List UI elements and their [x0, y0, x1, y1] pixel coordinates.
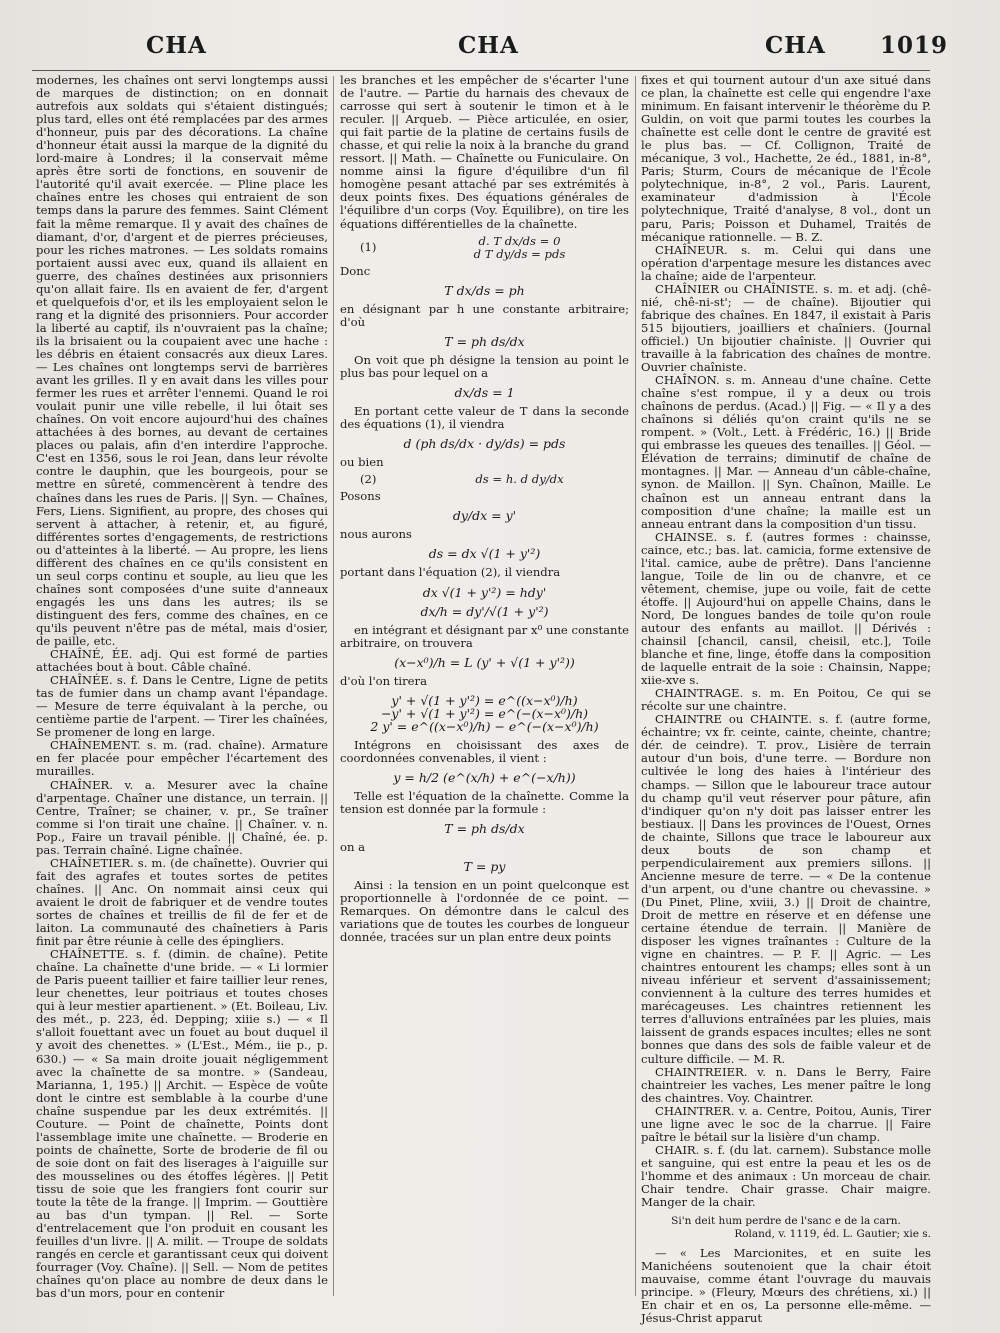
equation-5: d (ph ds/dx · dy/ds) = pds: [403, 436, 566, 452]
text-oubien: ou bien: [340, 455, 384, 470]
col2-intro: les branches et les empêcher de s'écarter l'une de l'autre. — Partie du harnais des chevaux de carrosse qui sert à soutenir le timon et à le reculer. || Arqueb. — Pièce articulée, en osier, qui fait partie de la platine de certains fusils de chasse, et qui relie la noix à la branche du grand ressort. || Math. — Chaînette ou Funiculaire. On nomme ainsi la figure d'équilibre d'un fil homogène pesant attaché par ses extrémités à deux points fixes. Des équations générales de l'équilibre d'un corps (Voy. Équilibre), on tire les équations différentielles de la chaînette.: [340, 73, 629, 231]
text-t7: Intégrons en choisissant des axes de coordonnées convenables, il vient :: [340, 737, 629, 765]
equation-1b: d T dy/ds = pds: [473, 246, 566, 261]
entry-chainetier: CHAÎNETIER. s. m. (de chaînette). Ouvrier qui fait des agrafes et toutes sortes de petites chaînes. || Anc. On nommait ainsi ceux qui avaient le droit de fabriquer et de vendre toutes sortes de chaînes et treillis de fil de fer et de laiton. La communauté des chaînetiers à Paris finit par être réunie à celle des épingliers.: [36, 855, 328, 949]
equation-8: ds = dx √(1 + y'²): [428, 546, 541, 562]
equation-15: T = py: [463, 859, 506, 875]
entry-chainee: CHAÎNÉE. s. f. Dans le Centre, Ligne de petits tas de fumier dans un champ avant l'épandage. — Mesure de terre équivalant à la perche, ou centième partie de l'arpent. — Tirer les chaînées, Se promener de long en large.: [36, 673, 328, 740]
text-t2: On voit que ph désigne la tension au point le plus bas pour lequel on a: [340, 352, 629, 380]
column-3: [641, 74, 931, 1325]
column-2: [340, 74, 629, 945]
column-separator-1: [333, 76, 334, 1296]
equation-4: dx/ds = 1: [454, 384, 515, 400]
equation-12: [340, 694, 629, 733]
entry-chainier: CHAÎNIER ou CHAÎNISTE. s. m. et adj. (chê-nié, chê-ni-st'; — de chaîne). Bijoutier qui fabrique des chaînes. En 1847, il existait à Paris 515 bijoutiers, joailliers et chaîniers. (Journal officiel.) Un bijoutier chaîniste. || Ouvrier qui travaille à la fabrication des chaînes de montre. Ouvrier chaîniste.: [641, 281, 931, 375]
quote-line-2: Roland, v. 1119, éd. L. Gautier; xie s.: [734, 1228, 931, 1241]
text-t4: portant dans l'équation (2), il viendra: [340, 565, 561, 580]
equation-7: dy/dx = y': [452, 508, 517, 524]
equation-1a: d. T dx/ds = 0: [478, 233, 561, 248]
entry-chainette: CHAÎNETTE. s. f. (dimin. de chaîne). Petite chaîne. La chaînette d'une bride. — « Li lormier de Paris pueent taillier et faire taillier leur renes, leur chenettes, leur poitriaus et toutes choses qui à leur mestier apartienent. » (Et. Boileau, Liv. des mét., p. 223, éd. Depping; xiiie s.) — « Il s'alloit fouettant avec un fouet au bout duquel il y avoit des chenettes. » (L'Est., Mém., iie p., p. 630.) — « Sa main droite jouait négligemment avec la chaînette de sa montre. » (Sandeau, Marianna, 1, 195.) || Archit. — Espèce de voûte dont le cintre est semblable à la courbe d'une chaîne suspendue par les deux extrémités. || Couture. — Point de chaînette, Points dont l'assemblage imite une chaînette. — Broderie en points de chaînette, Sorte de broderie de fil ou de soie dont on fait des liserages à l'aiguille sur des mousselines ou des étoffes légères. || Petit tissu de soie que les frangiers font courir sur toute la tête de la frange. || Imprim. — Gouttière au bas d'un tympan. || Rel. — Sorte d'entrelacement que l'on produit en cousant les feuilles d'un livre. || A. milit. — Troupe de soldats rangés en cercle et garantissant ceux qui doivent fourrager (Voy. Chaîne). || Sell. — Nom de petites chaînes qu'on place au nombre de deux dans le bas d'un mors, pour en contenir: [36, 947, 328, 1301]
text-t6: d'où l'on tirera: [340, 673, 427, 688]
equation-13: y = h/2 (e^(x/h) + e^(−x/h)): [393, 770, 576, 786]
running-head-left: CHA: [146, 32, 207, 59]
equation-11: (x−x⁰)/h = L (y' + √(1 + y'²)): [394, 654, 575, 670]
equation-1: [340, 235, 629, 261]
entry-chainon: CHAÎNON. s. m. Anneau d'une chaîne. Cette chaîne s'est rompue, il y a deux ou trois chaînons de perdus. (Acad.) || Fig. — « Il y a des chaînons si déliés qu'on craint qu'ils ne se rompent. » (Volt., Lett. à Frédéric, 16.) || Bride qui embrasse les queues des tenailles. || Géol. — Élévation de terrains; diminutif de chaîne de montagnes. || Mar. — Anneau d'un câble-chaîne, synon. de Maillon. || Syn. Chaînon, Maille. Le chaînon est un anneau entrant dans la composition d'une chaîne; la maille est un anneau entrant dans la composition d'un tissu.: [641, 373, 931, 531]
quote-line-1: Si'n deit hum perdre de l'sanc e de la carn.: [671, 1215, 901, 1228]
running-head-right: CHA: [765, 32, 826, 59]
entry-chaineur: CHAÎNEUR. s. m. Celui qui dans une opération d'arpentage mesure les distances avec la chaîne; aide de l'arpenteur.: [641, 242, 931, 283]
equation-12a: y' + √(1 + y'²) = e^((x−x⁰)/h): [391, 692, 578, 708]
entry-chainer: CHAÎNER. v. a. Mesurer avec la chaîne d'arpentage. Chaîner une distance, un terrain. || Centre, Traîner; se chainer, v. pr., Se traîner comme si l'on tirait une chaîne. || Chaîner. v. n. Pop., Faire un travail pénible. || Chaîné, ée. p. pas. Terrain chaîné. Ligne chaînée.: [36, 777, 328, 857]
page-number: 1019: [880, 32, 949, 59]
entry-chainse: CHAINSE. s. f. (autres formes : chainsse, caince, etc.; bas. lat. camicia, forme extensive de l'ital. camice, aube de prêtre). Dans l'ancienne langue, Toile de lin ou de chanvre, et ce vêtement, chemise, jupe ou voile, fait de cette étoffe. || Aujourd'hui on appelle Chains, dans le Nord, De longues bandes de toile qu'on roule autour des enfants au maillot. || Dérivés : chainsil [chancil, cansil, cheisil, etc.], Toile blanche et fine, linge, étoffe dans la composition de laquelle entrait de la soie : Chainsin, Nappe; xiie-xve s.: [641, 529, 931, 688]
column-separator-2: [635, 76, 636, 1296]
equation-12b: −y' + √(1 + y'²) = e^(−(x−x⁰)/h): [380, 705, 589, 721]
text-donc: Donc: [340, 263, 371, 278]
text-aurons: nous aurons: [340, 527, 412, 542]
equation-2: T dx/ds = ph: [444, 282, 525, 298]
running-head-middle: CHA: [458, 32, 519, 59]
text-t3: En portant cette valeur de T dans la seconde des équations (1), il viendra: [340, 404, 629, 432]
equation-9: dx √(1 + y'²) = hdy': [422, 584, 547, 600]
equation-14: T = ph ds/dx: [444, 821, 525, 837]
text-t8: Telle est l'équation de la chaînette. Comme la tension est donnée par la formule :: [340, 789, 629, 817]
entry-chaintrage: CHAINTRAGE. s. m. En Poitou, Ce qui se récolte sur une chaintre.: [641, 686, 931, 714]
entry-chaintrer: CHAINTRER. v. a. Centre, Poitou, Aunis, Tirer une ligne avec le soc de la charrue. || Faire paître le bétail sur la lisière d'un champ.: [641, 1103, 931, 1144]
equation-3: T = ph ds/dx: [444, 333, 525, 349]
equation-10: dx/h = dy'/√(1 + y'²): [420, 603, 549, 619]
col3-para-1: fixes et qui tournent autour d'un axe situé dans ce plan, la chaînette est celle qui engendre l'axe minimum. En faisant intervenir le théorème du P. Guldin, on voit que parmi toutes les courbes la chaînette est celle dont le centre de gravité est le plus bas. — Cf. Collignon, Traité de mécanique, 3 vol., Hachette, 2e éd., 1881, in-8°, Paris; Sturm, Cours de mécanique de l'École polytechnique, in-8°, 2 vol., Paris. Laurent, examinateur d'admission à l'École polytechnique, Traité d'analyse, 8 vol., dont un paru, Paris; Poisson et Duhamel, Traités de mécanique rationnelle. — B. Z.: [641, 73, 931, 244]
entry-chaintre: CHAINTRE ou CHAINTE. s. f. (autre forme, échaintre; vx fr. ceinte, cainte, cheinte, chantre; dér. de ceindre). T. prov., Lisière de terrain autour d'un bois, d'une terre. — Bordure non cultivée le long des haies à l'intérieur des champs. — Sillon que le laboureur trace autour du champ qu'il veut réserver pour pâture, afin d'indiquer qu'on n'y doit pas laisser entrer les bestiaux. || Dans les provinces de l'Ouest, Ornes de chainte, Sillons que trace le laboureur aux deux bouts de son champ et perpendiculairement aux premiers sillons. || Ancienne mesure de terre. — « De la contenue d'un arpent, ou d'une chantre ou chevassine. » (Du Pinet, Pline, xviii, 3.) || Droit de chaintre, Droit de mettre en réserve et en défense une certaine étendue de terrain. || Manière de disposer les vignes traînantes : Culture de la vigne en chaintres. — P. F. || Agric. — Les chaintres entourent les champs; elles sont à un niveau inférieur et servent d'assainissement; conviennent à la culture des terres humides et marécageuses. Les chaintres retiennent les terres d'alluvions entraînées par les pluies, mais laissent de grands espaces incultes; elles ne sont bonnes que dans des sols de faible valeur et de culture difficile. — M. R.: [641, 712, 931, 1066]
entry-chainement: CHAÎNEMENT. s. m. (rad. chaîne). Armature en fer placée pour empêcher l'écartement des murailles.: [36, 738, 328, 779]
equation-6-label: (2): [360, 472, 377, 487]
text-t9: Ainsi : la tension en un point quelconque est proportionnelle à l'ordonnée de ce point. — Remarques. On démontre dans le calcul des variations que de toutes les courbes de longueur donnée, tracées sur un plan entre deux points: [340, 878, 629, 945]
column-1: [36, 74, 328, 1300]
text-t1: en désignant par h une constante arbitraire; d'où: [340, 301, 629, 329]
entry-chaine-adj: CHAÎNÉ, ÉE. adj. Qui est formé de parties attachées bout à bout. Câble chaîné.: [36, 647, 328, 675]
equation-6-body: ds = h. d dy/dx: [475, 472, 564, 487]
equation-1-label: (1): [360, 240, 377, 255]
col3-tail: — « Les Marcionites, et en suite les Manichéens soutenoient que la chair étoit mauvaise, comme étant l'ouvrage du mauvais principe. » (Fleury, Mœurs des chrétiens, xi.) || En chair et en os, La personne elle-même. — Jésus-Christ apparut: [641, 1246, 931, 1326]
equation-12c: 2 y' = e^((x−x⁰)/h) − e^(−(x−x⁰)/h): [370, 718, 599, 734]
text-t5: en intégrant et désignant par x⁰ une constante arbitraire, on trouvera: [340, 622, 629, 650]
header-rule: [32, 70, 930, 71]
col1-para-1: modernes, les chaînes ont servi longtemps aussi de marques de distinction; on en donnait autrefois aux soldats qui s'étaient distingués; plus tard, elles ont été remplacées par des armes d'honneur, puis par des décorations. La chaîne d'honneur était aussi la marque de la dignité du lord-maire à Londres; il la conservait même après être sorti de fonctions, en souvenir de l'autorité qu'il avait exercée. — Pline place les chaînes entre les choses qui entraient de son temps dans la parure des femmes. Saint Clément fait la même remarque. Il y avait des chaînes de diamant, d'or, d'argent et de pierres précieuses, pour les riches matrones. — Les soldats romains portaient aussi avec eux, quand ils allaient en guerre, des chaînes destinées aux prisonniers qu'on allait faire. Ils en avaient de fer, d'argent et quelquefois d'or, et ils les employaient selon le rang et la dignité des prisonniers. Pour accorder la liberté au captif, ils n'ouvraient pas la chaîne; ils la brisaient ou la coupaient avec une hache : les débris en étaient consacrés aux dieux Lares. — Les chaînes ont longtemps servi de barrières avant les grilles. Il y en avait dans les villes pour fermer les rues et arrêter l'ennemi. Quand le roi voulait punir une ville rebelle, il lui ôtait ses chaînes. On voit encore aujourd'hui des chaînes attachées à des bornes, au devant de certaines places ou palais, afin d'en interdire l'approche. C'est en 1356, sous le roi Jean, dans leur révolte contre le dauphin, que les bourgeois, pour se mettre en sûreté, commencèrent à tendre des chaînes dans les rues de Paris. || Syn. — Chaînes, Fers, Liens. Signifient, au propre, des choses qui servent à attacher, à retenir, et, au figuré, différentes sortes d'engagements, de restrictions ou d'atteintes à la liberté. — Au propre, les liens diffèrent des chaînes en ce qu'ils consistent en un seul corps continu et souple, au lieu que les chaînes sont composées d'une suite d'anneaux engagés les uns dans les autres; ils se distinguent des fers, comme des chaînes, en ce qu'ils peuvent n'être pas de métal, mais d'osier, de paille, etc.: [36, 73, 328, 649]
entry-chair: CHAIR. s. f. (du lat. carnem). Substance molle et sanguine, qui est entre la peau et les os de l'homme et des animaux : Un morceau de chair. Chair tendre. Chair grasse. Chair maigre. Manger de la chair.: [641, 1142, 931, 1210]
text-ona: on a: [340, 840, 366, 855]
text-posons: Posons: [340, 489, 381, 504]
entry-chaintreier: CHAINTREIER. v. n. Dans le Berry, Faire chaintreier les vaches, Les mener paître le long des chaintres. Voy. Chaintrer.: [641, 1064, 931, 1105]
equation-6: [340, 473, 629, 486]
